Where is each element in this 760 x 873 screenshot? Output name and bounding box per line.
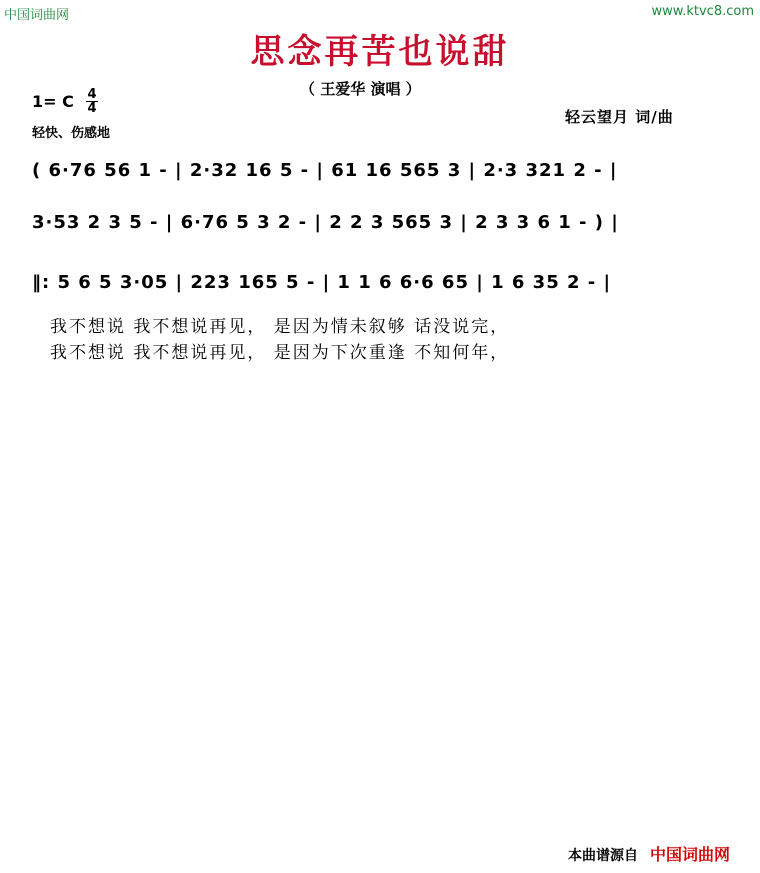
footer-source-site: 中国词曲网 <box>649 845 730 864</box>
tempo-mood: 轻快、伤感地 <box>32 126 111 141</box>
site-watermark-left: 中国词曲网 <box>4 8 70 23</box>
time-top: 4 <box>87 87 97 102</box>
footer-source-label: 本曲谱源自 <box>567 848 638 864</box>
time-bottom: 4 <box>87 101 97 116</box>
key-signature: 1= C <box>32 92 74 111</box>
lyric-row-3-verse-2: 我不想说 我不想说再见， 是因为下次重逢 不知何年， <box>50 343 510 363</box>
score-row-3: ‖: 5 6 5 3·05 | 223 165 5 - | 1 1 6 6·6 65 | 1 6 35 2 - | <box>32 272 612 293</box>
singer-line: （ 王爱华 演唱 ） <box>300 80 421 98</box>
song-title: 思念再苦也说甜 <box>250 32 510 72</box>
time-signature <box>86 88 98 115</box>
site-watermark-right: www.ktvc8.com <box>651 4 754 19</box>
score-row-1: ( 6·76 56 1 - | 2·32 16 5 - | 61 16 565 3 | 2·3 321 2 - | <box>32 160 618 181</box>
footer-source <box>568 842 730 865</box>
lyric-row-3-verse-1: 我不想说 我不想说再见， 是因为情未叙够 话没说完， <box>50 317 510 337</box>
score-row-2: 3·53 2 3 5 - | 6·76 5 3 2 - | 2 2 3 565 3 | 2 3 3 6 1 - ) | <box>32 212 619 233</box>
author-credit: 轻云望月 词/曲 <box>565 108 674 126</box>
